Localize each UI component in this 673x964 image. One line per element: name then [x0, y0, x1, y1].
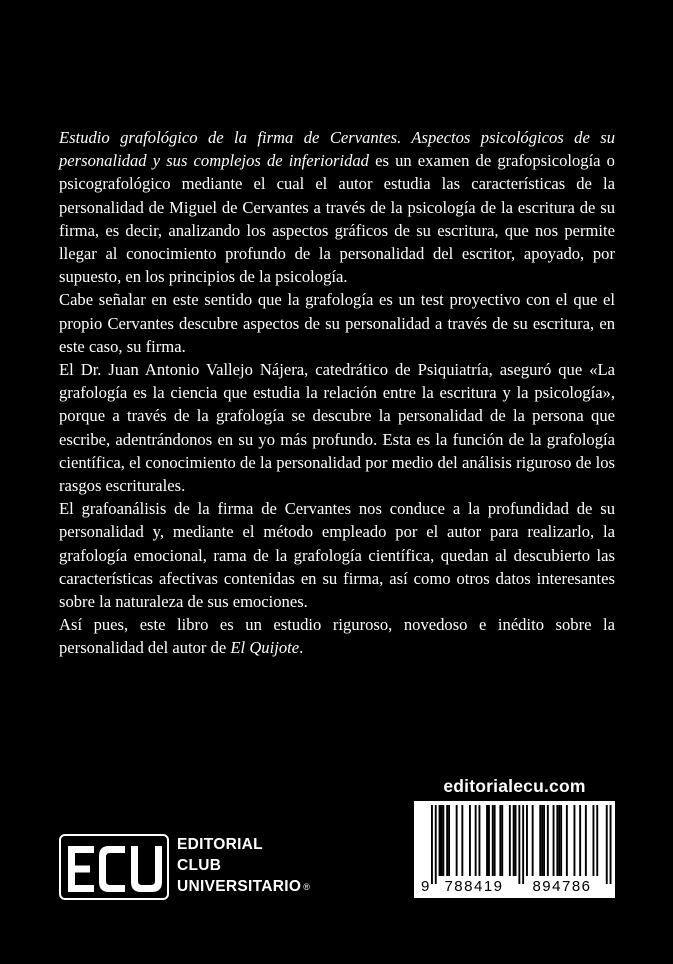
barcode-bar	[446, 805, 448, 876]
barcode-bar	[456, 805, 458, 876]
barcode-bar	[596, 805, 598, 876]
barcode-bar	[556, 805, 558, 876]
barcode-bar	[439, 805, 441, 876]
registered-mark: ®	[303, 882, 311, 892]
ecu-letters-graphic	[65, 840, 167, 898]
barcode-bar	[526, 805, 528, 876]
quijote-title-italic: El Quijote	[230, 638, 300, 658]
barcode-digits-right: 894786	[532, 878, 592, 895]
barcode-bar	[606, 805, 608, 884]
paragraph-4: El grafoanálisis de la firma de Cervantes nos conduce a la profundidad de su personalidad y, mediante el método empleado por el autor para realizarlo, la grafología emocional, rama de la grafología científica, quedan al descubierto las características afectivas contenidas en su firma, así como otros datos interesantes sobre la naturaleza de sus emociones.	[59, 499, 615, 612]
barcode-bar	[461, 805, 463, 876]
publisher-name: EDITORIAL CLUB UNIVERSITARIO ®	[177, 836, 311, 895]
barcode-graphic	[414, 801, 615, 898]
barcode-bar	[435, 805, 437, 884]
ecu-logo-mark	[59, 834, 169, 900]
barcode-bar	[486, 805, 488, 876]
barcode-bar	[541, 805, 543, 876]
paragraph-5: Así pues, este libro es un estudio riguroso, novedoso e inédito sobre la personalidad del autor de El Quijote.	[59, 615, 615, 658]
barcode-bar	[448, 805, 450, 876]
barcode-digits-left: 788419	[444, 878, 504, 895]
barcode-bar	[492, 805, 494, 876]
barcode-bar	[560, 805, 562, 876]
barcode-bar	[566, 805, 568, 876]
paragraph-3: El Dr. Juan Antonio Vallejo Nájera, catedrático de Psiquiatría, aseguró que «La grafología es la ciencia que estudia la relación entre la escritura y la psicología», porque a través de la grafología se descubre la personalidad de la persona que escribe, adentrándonos en su yo más profundo. Esta es la función de la grafología científica, el conocimiento de la personalidad por medio del análisis riguroso de los rasgos escriturales.	[59, 360, 615, 496]
barcode-bar	[593, 805, 595, 876]
barcode-bar	[553, 805, 555, 876]
barcode-bar	[431, 805, 433, 884]
barcode-bar	[574, 805, 576, 876]
barcode-digit-first: 9	[421, 878, 430, 895]
barcode-bar	[499, 805, 501, 876]
barcode-bar	[469, 805, 471, 876]
barcode-bar	[479, 805, 481, 876]
book-title-italic: Estudio grafológico de la firma de Cervantes. Aspectos psicológicos de su personalidad y sus complejos de inferioridad	[59, 128, 615, 171]
barcode-bar	[518, 805, 520, 884]
barcode-bar	[509, 805, 511, 876]
barcode-bar	[488, 805, 490, 876]
barcode-bar	[441, 805, 443, 876]
barcode-bar	[442, 805, 444, 876]
barcode-bar	[585, 805, 587, 876]
barcode-bar	[539, 805, 541, 876]
barcode-bar	[515, 805, 517, 876]
barcode-bar	[610, 805, 612, 884]
barcode-bar	[547, 805, 549, 876]
paragraph-2: Cabe señalar en este sentido que la grafología es un test proyectivo con el que el propio Cervantes descubre aspectos de su personalidad a través de su escritura, en este caso, su firma.	[59, 290, 615, 356]
isbn-barcode	[414, 801, 615, 898]
website-url: editorialecu.com	[414, 771, 615, 801]
barcode-bar	[522, 805, 524, 884]
barcode-bar	[579, 805, 581, 876]
barcode-bar	[543, 805, 545, 876]
barcode-bar	[513, 805, 515, 876]
synopsis-text	[59, 126, 615, 660]
barcode-bar	[532, 805, 534, 876]
barcode-bar	[501, 805, 503, 876]
barcode-bar	[475, 805, 477, 876]
barcode-bars	[431, 805, 612, 884]
barcode-bar	[558, 805, 560, 876]
paragraph-1: Estudio grafológico de la firma de Cervantes. Aspectos psicológicos de su personalidad y sus complejos de inferioridad es un examen de grafopsicología o psicografológico mediante el cual el autor estudia las características de la personalidad de Miguel de Cervantes a través de la psicología de la escritura de su firma, es decir, analizando los aspectos gráficos de su escritura, que nos permite llegar al conocimiento profundo de la personalidad del escritor, apoyado, por supuesto, en los principios de la psicología.	[59, 128, 615, 287]
barcode-bar	[494, 805, 496, 876]
publisher-logo	[59, 834, 319, 900]
